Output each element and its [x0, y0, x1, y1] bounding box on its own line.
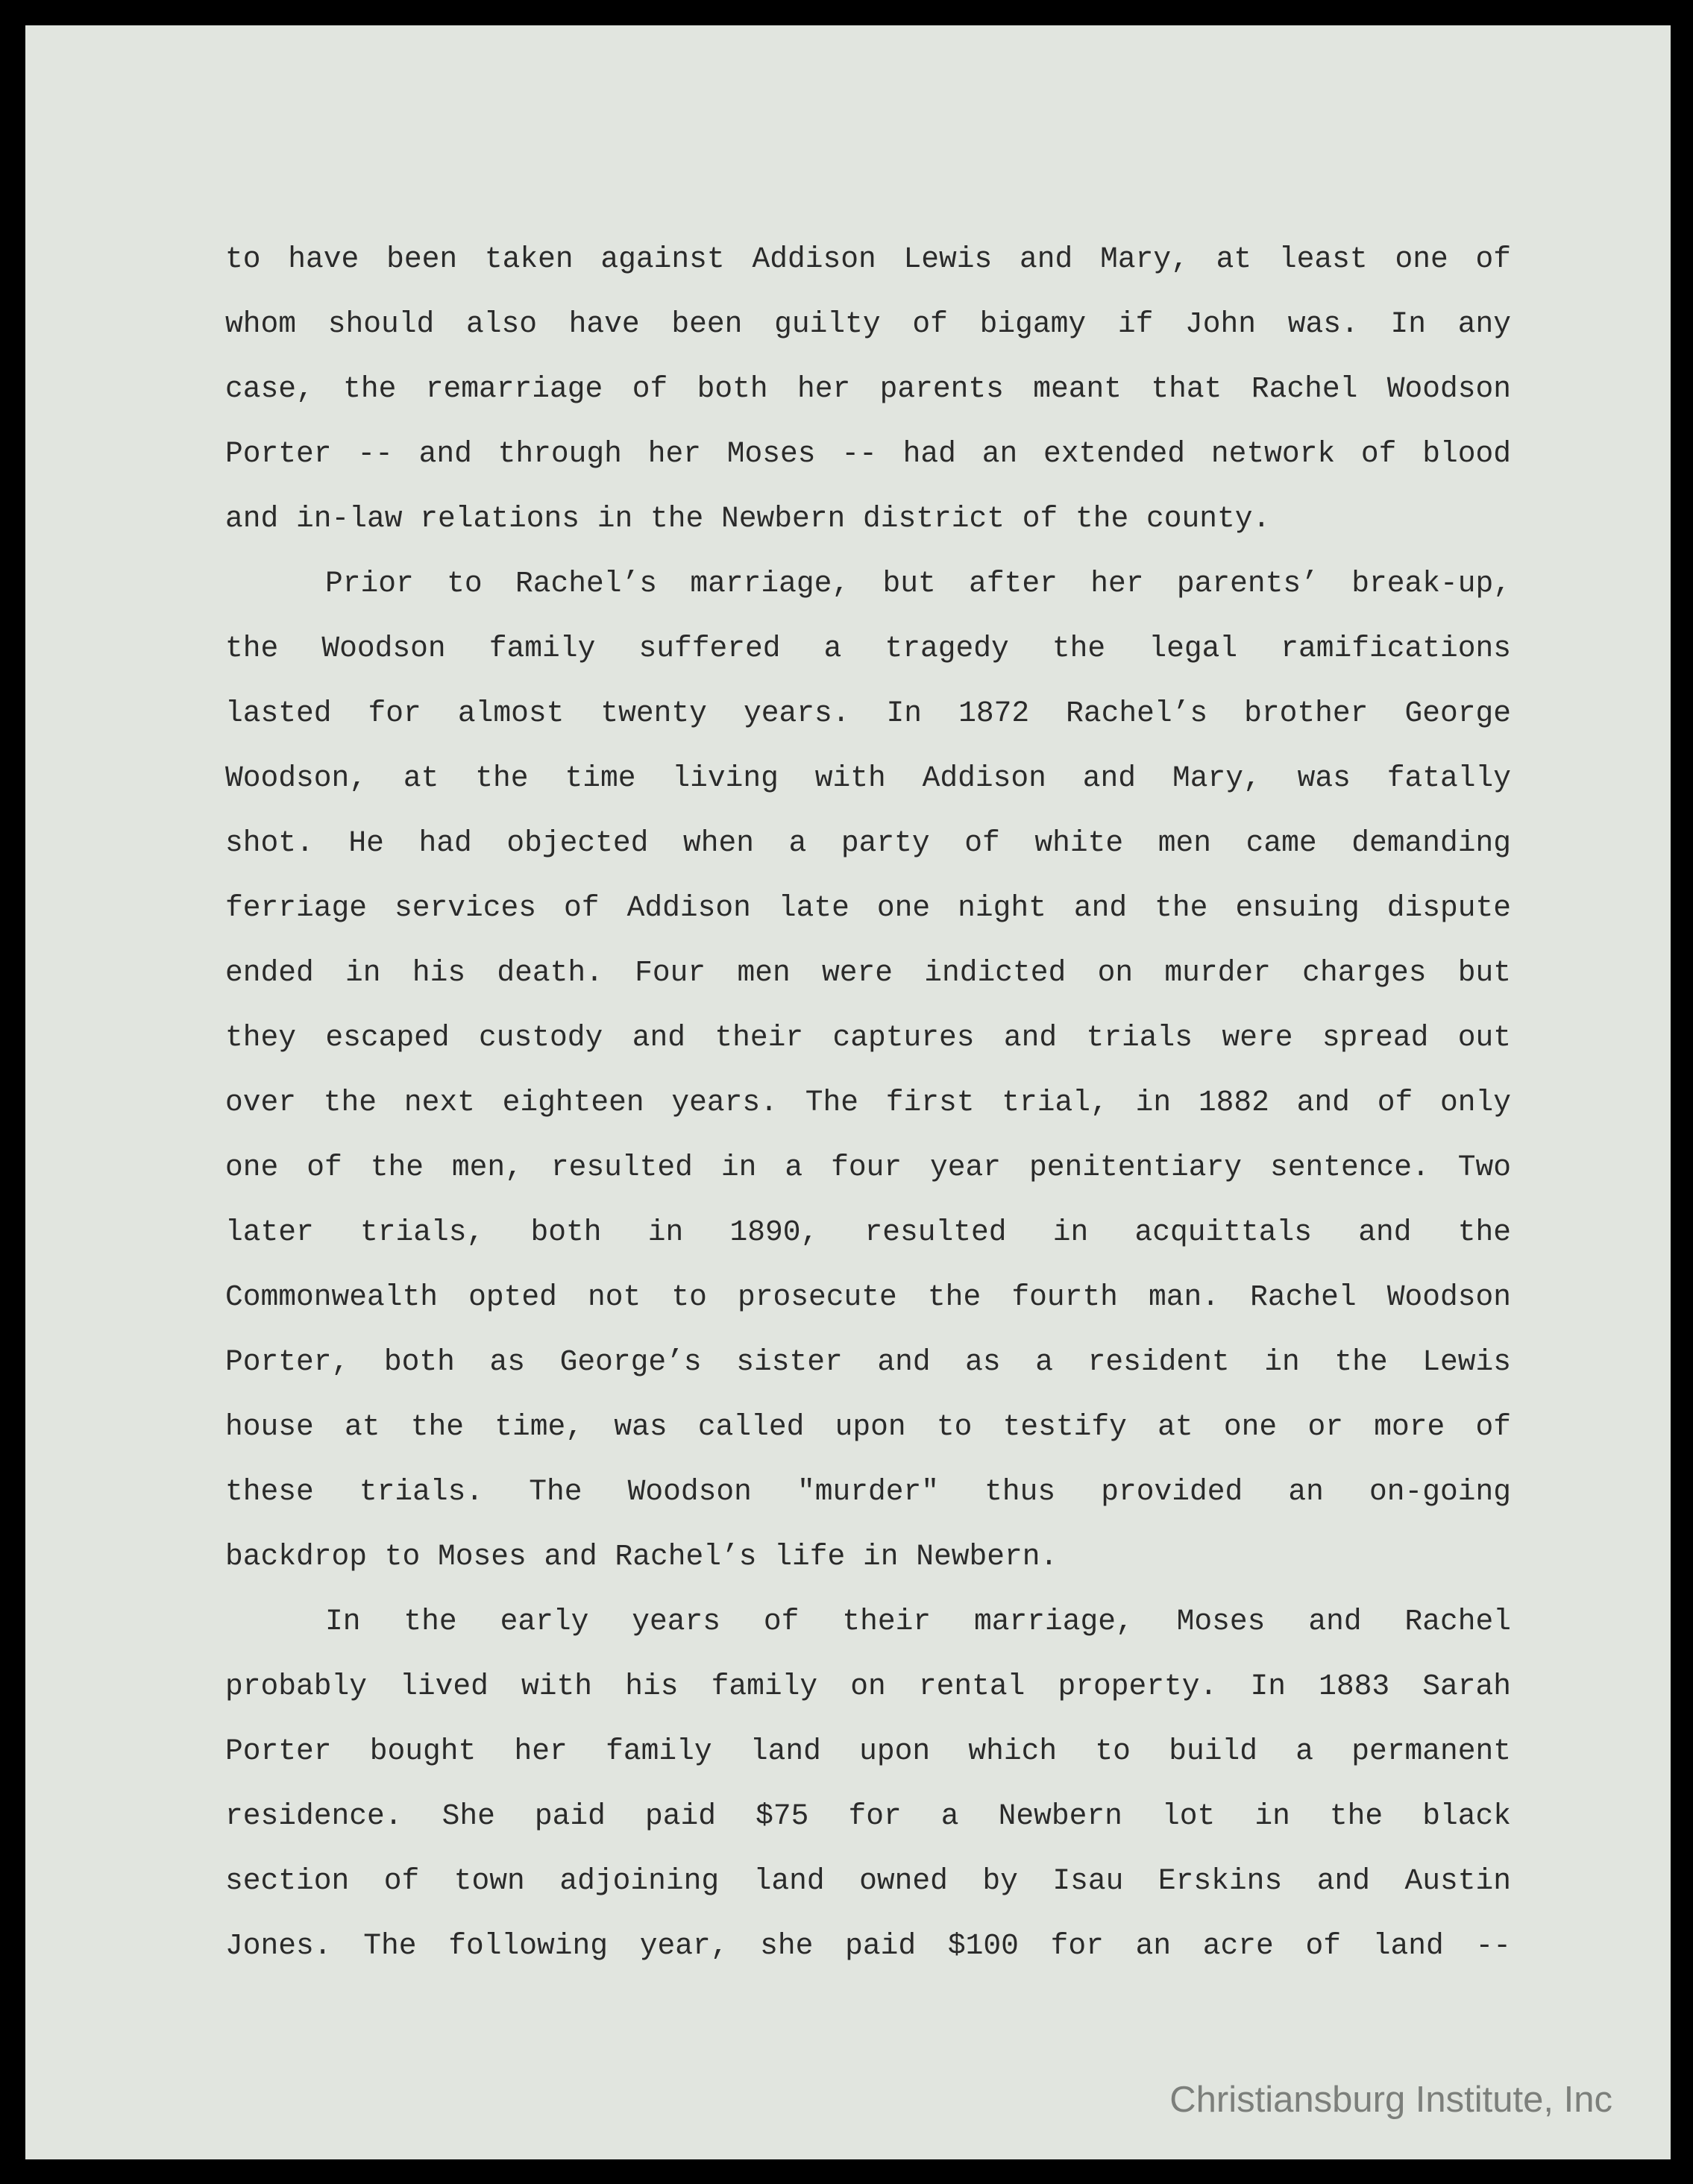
text-line: whom should also have been guilty of bigamy if John was. In any — [225, 307, 1511, 341]
text-line: later trials, both in 1890, resulted in acquittals and the — [225, 1215, 1511, 1249]
document-page — [25, 25, 1671, 2159]
text-line: probably lived with his family on rental property. In 1883 Sarah — [225, 1670, 1511, 1703]
text-line: Commonwealth opted not to prosecute the fourth man. Rachel Woodson — [225, 1280, 1511, 1314]
text-line: and in-law relations in the Newbern district of the county. — [225, 502, 1271, 535]
text-line: residence. She paid paid $75 for a Newbern lot in the black — [225, 1799, 1511, 1833]
text-line: Porter bought her family land upon which to build a permanent — [225, 1734, 1511, 1768]
text-line: In the early years of their marriage, Moses and Rachel — [325, 1605, 1511, 1638]
text-line: Prior to Rachel’s marriage, but after her parents’ break-up, — [325, 567, 1511, 600]
text-line: to have been taken against Addison Lewis and Mary, at least one of — [225, 242, 1511, 276]
text-line: shot. He had objected when a party of white men came demanding — [225, 826, 1511, 860]
text-line: backdrop to Moses and Rachel’s life in Newbern. — [225, 1540, 1058, 1573]
text-line: lasted for almost twenty years. In 1872 Rachel’s brother George — [225, 696, 1511, 730]
text-line: house at the time, was called upon to testify at one or more of — [225, 1410, 1511, 1444]
text-line: Jones. The following year, she paid $100 for an acre of land -- — [225, 1929, 1511, 1963]
text-line: ended in his death. Four men were indicted on murder charges but — [225, 956, 1511, 989]
text-line: ferriage services of Addison late one night and the ensuing dispute — [225, 891, 1511, 925]
document-body-text — [225, 227, 1511, 1978]
text-line: the Woodson family suffered a tragedy the legal ramifications — [225, 632, 1511, 665]
text-line: one of the men, resulted in a four year penitentiary sentence. Two — [225, 1151, 1511, 1184]
text-line: they escaped custody and their captures and trials were spread out — [225, 1021, 1511, 1054]
text-line: case, the remarriage of both her parents meant that Rachel Woodson — [225, 372, 1511, 406]
text-line: over the next eighteen years. The first trial, in 1882 and of only — [225, 1086, 1511, 1119]
watermark-text: Christiansburg Institute, Inc — [1169, 2080, 1612, 2120]
text-line: Woodson, at the time living with Addison and Mary, was fatally — [225, 761, 1511, 795]
text-line: these trials. The Woodson "murder" thus provided an on-going — [225, 1475, 1511, 1508]
text-line: Porter, both as George’s sister and as a resident in the Lewis — [225, 1345, 1511, 1379]
text-line: section of town adjoining land owned by Isau Erskins and Austin — [225, 1864, 1511, 1898]
text-line: Porter -- and through her Moses -- had an extended network of blood — [225, 437, 1511, 471]
